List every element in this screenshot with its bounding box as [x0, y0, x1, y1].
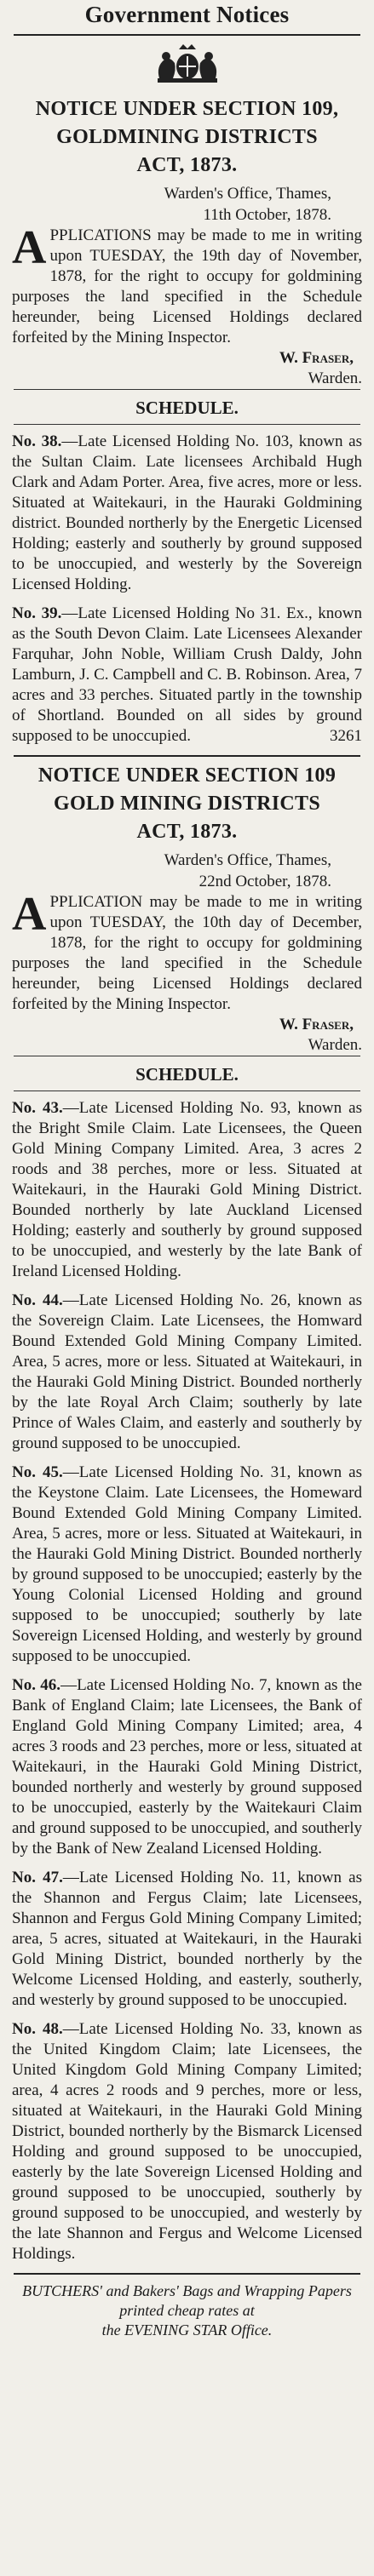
- notice2-title-line: GOLD MINING DISTRICTS: [53, 793, 321, 815]
- entry-number: No. 46.: [12, 1676, 61, 1694]
- entry-text: —Late Licensed Holding No. 7, known as the Bank of England Claim; late Licensees, the Bank of England Gold Mining Company Limited; area, 4 acres 3 roods and 23 perches, more or less, situated at Waitekauri, in the Hauraki Gold Mining District, bounded northerly and westerly by ground supposed to be unoccupied, easterly by the Waitekauri Claim and ground supposed to be unoccupied, and southerly by the Bank of New Zealand Licensed Holding.: [12, 1676, 362, 1858]
- entry-advert-number: 3261: [330, 727, 362, 745]
- notice2-title-line: NOTICE UNDER SECTION 109: [37, 764, 337, 787]
- entry-number: No. 45.: [12, 1463, 63, 1481]
- notice1-body-text: PPLICATIONS may be made to me in writing upon TUESDAY, the 19th day of November, 1878, for the right to occupy for goldmining purposes the land specified in the Schedule hereunder, being Licensed Holdings declared forfeited by the Mining Inspector.: [12, 226, 362, 346]
- footer-line: BUTCHERS' and Bakers' Bags and Wrapping Papers printed cheap rates at: [22, 2282, 352, 2319]
- notice1-dropcap: A: [12, 221, 47, 274]
- notice1-title-line: GOLDMINING DISTRICTS: [56, 126, 318, 148]
- notice1-signer-name: W. Fraser,: [279, 349, 354, 367]
- notice1-schedule-label: SCHEDULE.: [135, 398, 239, 418]
- entry-text: —Late Licensed Holding No. 11, known as the Shannon and Fergus Claim; late Licensees, Shannon and Fergus Gold Mining Company Limited; area, 5 acres, situated at Waitekauri, in the Hauraki Gold Mining District, bounded northerly by the Welcome Licensed Holding, and easterly, southerly, and westerly by ground supposed to be unoccupied.: [12, 1869, 362, 2009]
- entry-text: —Late Licensed Holding No. 93, known as the Bright Smile Claim. Late Licensees, the Queen Gold Mining Company Limited. Area, 3 acres 2 roods and 38 perches, more or less. Situated at Waitekauri, in the Hauraki Gold Mining District. Bounded northerly by late Auckland Licensed Holding; easterly and southerly by ground supposed to be unoccupied, and westerly by the late Bank of Ireland Licensed Holding.: [12, 1099, 362, 1280]
- schedule-entry: [12, 1098, 362, 1282]
- entry-text: —Late Licensed Holding No 31. Ex., known as the South Devon Claim. Late Licensees Alexander Farquhar, John Noble, William Crush Daldy, John Lamburn, J. C. Campbell and C. B. Robinson. Area, 7 acres and 33 perches. Situated partly in the township of Shortland. Bounded on all sides by ground supposed to be unoccupied.: [12, 604, 363, 745]
- notice1-signer-role: Warden.: [308, 369, 362, 387]
- notice2-body: [12, 888, 362, 1015]
- notice2-signer-role: Warden.: [308, 1036, 362, 1054]
- notice2-schedule-label: SCHEDULE.: [135, 1064, 239, 1085]
- coat-of-arms-icon: [151, 41, 224, 85]
- entry-number: No. 39.: [12, 604, 62, 622]
- section-heading: Government Notices: [84, 2, 290, 27]
- notice2-title: [12, 762, 362, 846]
- notice2-date-line: 22nd October, 1878.: [199, 873, 331, 890]
- entry-number: No. 44.: [12, 1291, 63, 1309]
- entry-text: —Late Licensed Holding No. 31, known as the Keystone Claim. Late Licensees, the Homeward Bound Extended Gold Mining Company Limited. Area, 5 acres, more or less. Situated at Waitekauri, in the Hauraki Gold Mining District. Bounded northerly by ground supposed to be unoccupied; easterly by the Young Colonial Licensed Holding and ground supposed to be unoccupied; southerly by late Sovereign Licensed Holding, and westerly by ground supposed to be unoccupied.: [12, 1463, 362, 1665]
- entry-number: No. 38.: [12, 432, 62, 450]
- notice2-body-text: PPLICATION may be made to me in writing upon TUESDAY, the 10th day of December, 1878, for the right to occupy for goldmining purposes the land specified in the Schedule hereunder, being Licensed Holdings declared forfeited by the Mining Inspector.: [12, 893, 362, 1013]
- notice1-title: [12, 95, 362, 180]
- entry-number: No. 47.: [12, 1869, 63, 1886]
- notice1-title-line: NOTICE UNDER SECTION 109,: [35, 98, 339, 120]
- notice2-office: [12, 850, 362, 892]
- schedule-entry: [12, 1868, 362, 2011]
- notice1-date-line: 11th October, 1878.: [203, 206, 331, 224]
- schedule-entry: [12, 1463, 362, 1667]
- notice1-office: [12, 183, 362, 226]
- notice1-office-line: Warden's Office, Thames,: [164, 185, 331, 203]
- footer-line: the EVENING STAR Office.: [101, 2321, 273, 2338]
- entry-number: No. 48.: [12, 2020, 63, 2038]
- entry-text: —Late Licensed Holding No. 33, known as the United Kingdom Claim; late Licensees, the United Kingdom Gold Mining Company Limited; area, 4 acres 2 roods and 9 perches, more or less, situated at Waitekauri, in the Hauraki Gold Mining District, bounded northerly by the Bismarck Licensed Holding and ground supposed to be unoccupied, easterly by the late Sovereign Licensed Holding and ground supposed to be unoccupied, southerly by ground supposed to be unoccupied, and westerly by the late Shannon and Fergus and Welcome Licensed Holdings.: [12, 2020, 362, 2263]
- royal-crest: [12, 36, 362, 90]
- notice1-signer: [12, 348, 362, 389]
- notice1-title-line: ACT, 1873.: [136, 154, 238, 176]
- entry-text: —Late Licensed Holding No. 26, known as the Sovereign Claim. Late Licensees, the Homward Bound Extended Gold Mining Company Limited. Area, 5 acres, more or less. Situated at Waitekauri, in the Hauraki Gold Mining District. Bounded northerly by the late Royal Arch Claim; southerly by late Prince of Wales Claim, and easterly and southerly by ground supposed to be unoccupied.: [12, 1291, 362, 1452]
- entry-number: No. 43.: [12, 1099, 63, 1117]
- entry-text: —Late Licensed Holding No. 103, known as the Sultan Claim. Late licensees Archibald Hugh Clark and Adam Porter. Area, five acres, more or less. Situated at Waitekauri, in the Hauraki Goldmining district. Bounded northerly by the Energetic Licensed Holding; easterly and southerly by ground supposed to be unoccupied, and westerly by the Sovereign Licensed Holding.: [12, 432, 362, 593]
- notice1-divider: [14, 389, 360, 390]
- notice1-body: [12, 221, 362, 348]
- notice2-title-line: ACT, 1873.: [136, 821, 238, 843]
- schedule-entry: [12, 1291, 362, 1454]
- notice2-signer-name: W. Fraser,: [279, 1016, 354, 1033]
- schedule-entry: [12, 432, 362, 595]
- schedule-entry: [12, 2019, 362, 2264]
- notice2-office-line: Warden's Office, Thames,: [164, 851, 331, 869]
- notice2-signer: [12, 1015, 362, 1056]
- schedule-entry: [12, 1675, 362, 1859]
- footer-rule: [14, 2273, 360, 2275]
- schedule-entry: [12, 604, 362, 747]
- notice-separator: [14, 755, 360, 757]
- notice2-dropcap: A: [12, 888, 47, 941]
- footer-advert: [12, 2281, 362, 2340]
